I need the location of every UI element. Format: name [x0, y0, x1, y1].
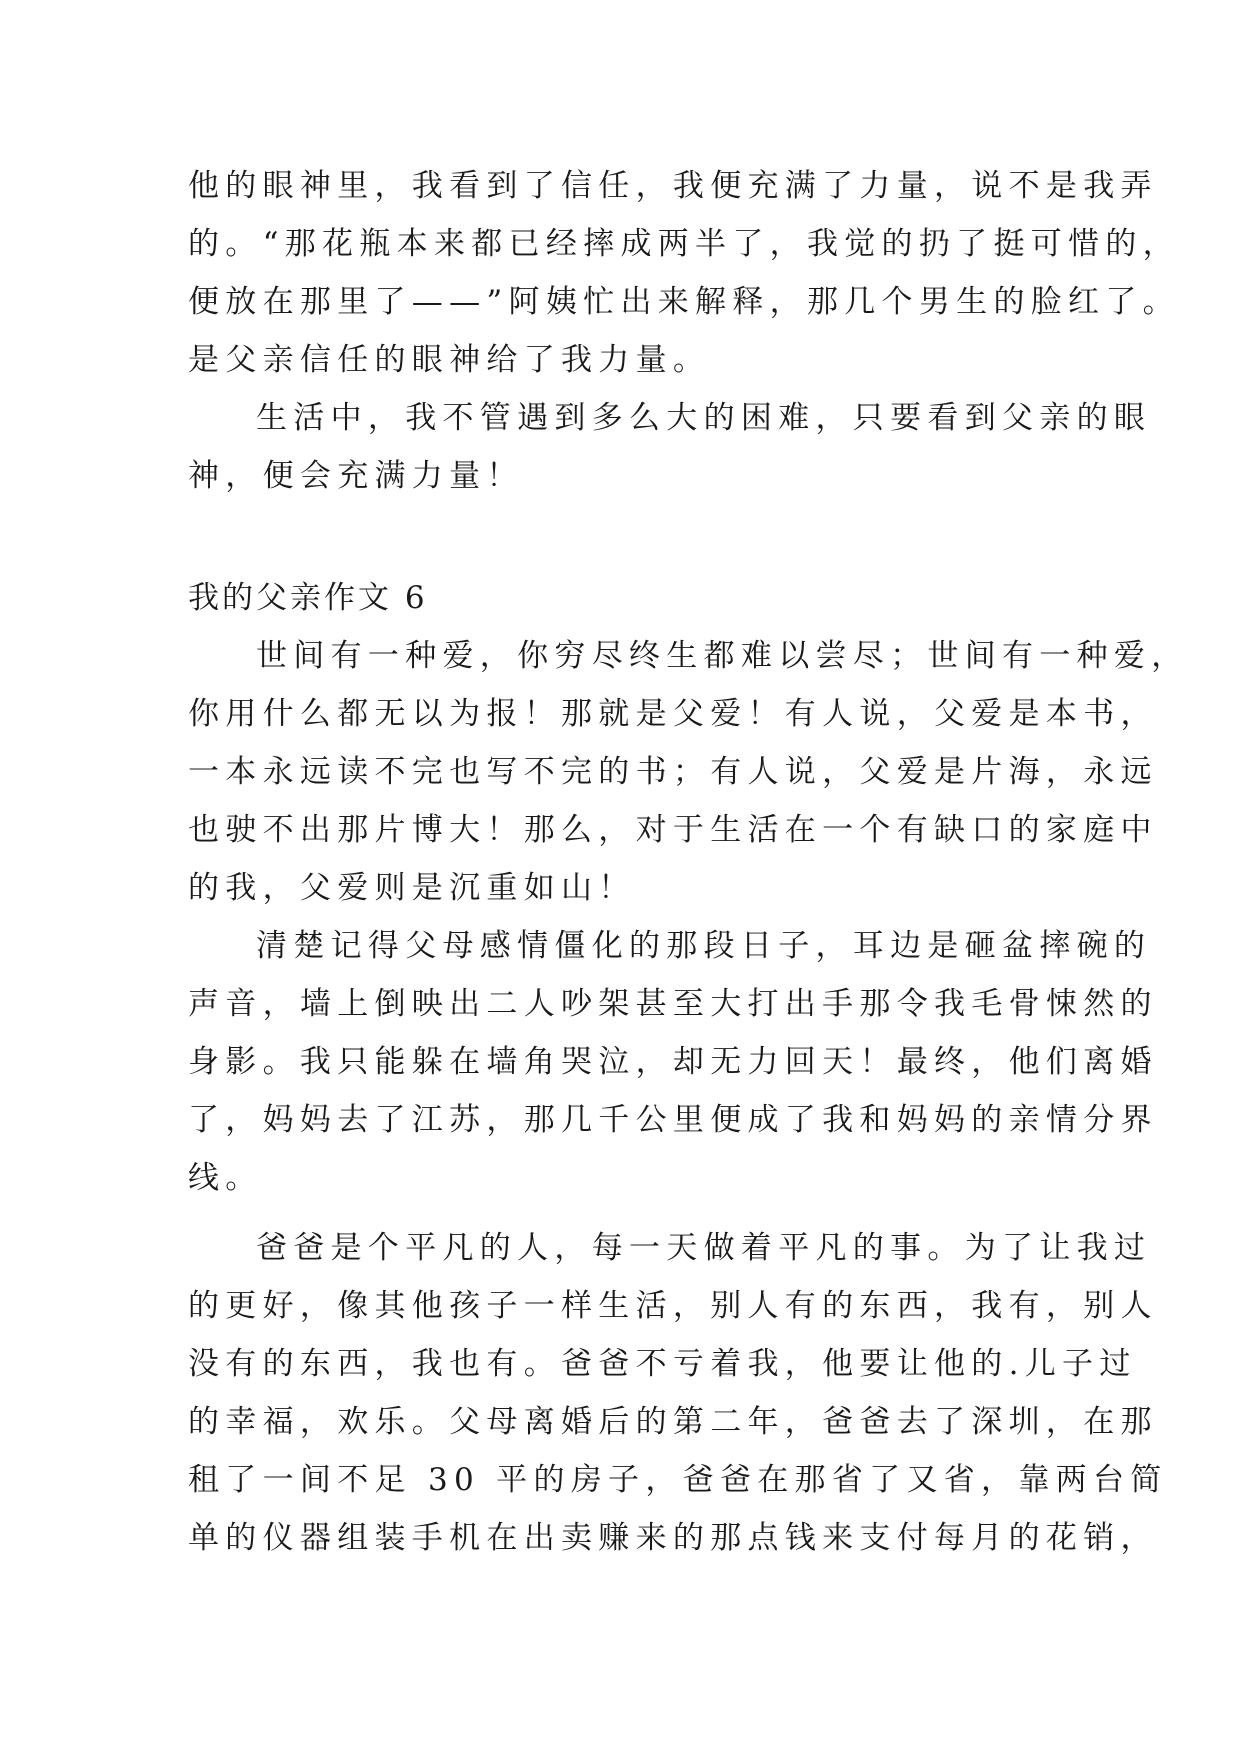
text-line: 线。	[188, 1160, 263, 1196]
text-line: 他的眼神里，我看到了信任，我便充满了力量，说不是我弄	[188, 168, 1158, 204]
text-line: 神，便会充满力量！	[188, 458, 524, 494]
text-line: 的我，父爱则是沉重如山！	[188, 870, 636, 906]
text-line: 生活中，我不管遇到多么大的困难，只要看到父亲的眼	[256, 400, 1152, 436]
text-line: 身影。我只能躲在墙角哭泣，却无力回天！最终，他们离婚	[188, 1044, 1158, 1080]
text-line: 的。“那花瓶本来都已经摔成两半了，我觉的扔了挺可惜的，	[188, 226, 1180, 262]
paragraph	[188, 157, 1180, 389]
paragraph	[188, 917, 1158, 1207]
text-line: 一本永远读不完也写不完的书；有人说，父爱是片海，永远	[188, 754, 1158, 790]
text-line: 是父亲信任的眼神给了我力量。	[188, 342, 711, 378]
text-line: 的幸福，欢乐。父母离婚后的第二年，爸爸去了深圳，在那	[188, 1404, 1158, 1440]
paragraph	[188, 389, 1152, 505]
text-line: 了，妈妈去了江苏，那几千公里便成了我和妈妈的亲情分界	[188, 1102, 1158, 1138]
text-line: 便放在那里了——”阿姨忙出来解释，那几个男生的脸红了。	[188, 284, 1180, 320]
text-line: 的更好，像其他孩子一样生活，别人有的东西，我有，别人	[188, 1288, 1158, 1324]
text-line: 也驶不出那片博大！那么，对于生活在一个有缺口的家庭中	[188, 812, 1158, 848]
text-line: 租了一间不足 30 平的房子，爸爸在那省了又省，靠两台简	[188, 1462, 1168, 1498]
text-line: 爸爸是个平凡的人，每一天做着平凡的事。为了让我过	[256, 1230, 1152, 1266]
text-line: 单的仪器组装手机在出卖赚来的那点钱来支付每月的花销，	[188, 1520, 1158, 1556]
paragraph	[188, 627, 1189, 917]
text-line: 没有的东西，我也有。爸爸不亏着我，他要让他的.儿子过	[188, 1346, 1137, 1382]
paragraph	[188, 1219, 1168, 1567]
text-line: 声音，墙上倒映出二人吵架甚至大打出手那令我毛骨悚然的	[188, 986, 1158, 1022]
document-body	[188, 157, 1189, 1567]
section-title: 我的父亲作文 6	[188, 580, 428, 616]
section-spacer	[188, 505, 1058, 569]
text-line: 清楚记得父母感情僵化的那段日子，耳边是砸盆摔碗的	[256, 928, 1152, 964]
text-line: 你用什么都无以为报！那就是父爱！有人说，父爱是本书，	[188, 696, 1158, 732]
text-line: 世间有一种爱，你穷尽终生都难以尝尽；世间有一种爱，	[256, 638, 1189, 674]
paragraph-spacer	[188, 1207, 1058, 1219]
